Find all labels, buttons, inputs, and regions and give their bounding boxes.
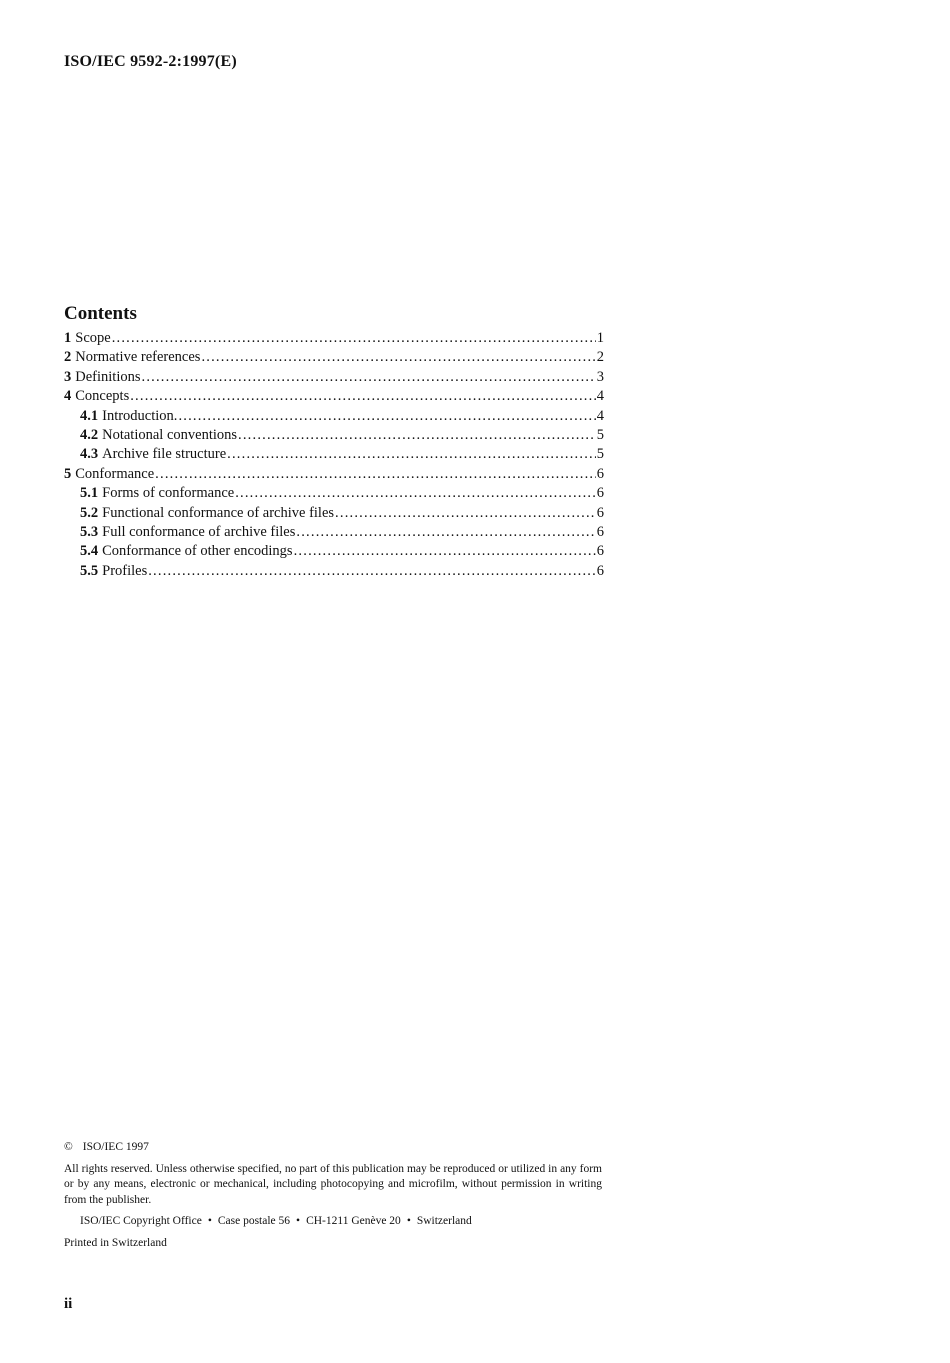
toc-entry-notational-conventions[interactable] xyxy=(64,426,604,445)
toc-entry-number: 4.1 xyxy=(80,407,99,424)
copyright-holder: ISO/IEC 1997 xyxy=(82,1141,149,1153)
toc-dot-leader xyxy=(335,504,596,523)
toc-entry-scope[interactable] xyxy=(64,329,604,348)
toc-entry-page: 6 xyxy=(596,485,604,502)
copyright-notice xyxy=(64,1140,602,1251)
table-of-contents xyxy=(64,302,604,581)
toc-entry-page: 6 xyxy=(596,504,604,521)
toc-entry-forms-of-conformance[interactable] xyxy=(64,484,604,503)
toc-entry-number: 3 xyxy=(64,368,72,385)
toc-entry-label: Archive file structure xyxy=(102,446,227,463)
toc-entry-full-conformance[interactable] xyxy=(64,523,604,542)
toc-entry-label: Full conformance of archive files xyxy=(102,523,296,540)
toc-entry-label: Definitions xyxy=(75,368,141,385)
toc-entry-other-encodings[interactable] xyxy=(64,542,604,561)
toc-entry-number: 4 xyxy=(64,388,72,405)
toc-entry-archive-file-structure[interactable] xyxy=(64,445,604,464)
toc-entry-label: Forms of conformance xyxy=(102,485,235,502)
printed-in: Printed in Switzerland xyxy=(64,1236,167,1249)
toc-dot-leader xyxy=(148,562,596,581)
toc-entry-page: 1 xyxy=(596,330,604,346)
document-identifier: ISO/IEC 9592-2:1997(E) xyxy=(64,53,237,70)
toc-entry-definitions[interactable] xyxy=(64,368,604,387)
toc-entry-page: 6 xyxy=(596,562,604,579)
toc-entry-normative-references[interactable] xyxy=(64,348,604,367)
toc-entry-number: 4.3 xyxy=(80,446,99,463)
rights-statement: All rights reserved. Unless otherwise specified, no part of this publication may be reproduced or utilized in any form or by any means, electronic or mechanical, including photocopying and microfilm, without permission in writing from the publisher. xyxy=(64,1162,602,1206)
toc-entry-functional-conformance[interactable] xyxy=(64,504,604,523)
toc-dot-leader xyxy=(178,407,595,426)
copyright-icon: © xyxy=(64,1141,73,1153)
toc-entry-number: 5.4 xyxy=(80,543,99,560)
bullet-separator: • xyxy=(207,1215,212,1227)
toc-dot-leader xyxy=(130,387,596,406)
toc-dot-leader xyxy=(227,445,596,464)
toc-dot-leader xyxy=(235,484,596,503)
toc-entry-number: 5.5 xyxy=(80,562,99,579)
toc-entry-page: 5 xyxy=(596,426,604,443)
toc-entry-number: 5 xyxy=(64,465,72,482)
toc-entry-number: 5.2 xyxy=(80,504,99,521)
toc-dot-leader xyxy=(155,465,596,484)
toc-dot-leader xyxy=(201,348,595,367)
toc-entry-label: Scope xyxy=(75,330,111,346)
toc-entry-page: 4 xyxy=(596,388,604,405)
toc-entry-label: Concepts xyxy=(75,388,130,405)
toc-dot-leader xyxy=(296,523,595,542)
copyright-office-address xyxy=(80,1214,602,1230)
toc-entry-page: 6 xyxy=(596,523,604,540)
toc-entry-page: 2 xyxy=(596,349,604,366)
toc-entry-label: Notational conventions xyxy=(102,426,238,443)
toc-dot-leader xyxy=(294,542,596,561)
toc-entry-number: 5.3 xyxy=(80,523,99,540)
toc-entry-label: Profiles xyxy=(102,562,148,579)
toc-entry-label: Normative references xyxy=(75,349,201,366)
toc-entry-introduction[interactable] xyxy=(64,407,604,426)
page-number: ii xyxy=(64,1296,73,1312)
toc-entry-profiles[interactable] xyxy=(64,562,604,581)
toc-dot-leader xyxy=(112,329,596,348)
office-postal-box: Case postale 56 xyxy=(217,1215,291,1227)
office-city: CH-1211 Genève 20 xyxy=(306,1215,401,1227)
bullet-separator: • xyxy=(296,1215,301,1227)
office-name: ISO/IEC Copyright Office xyxy=(80,1215,202,1227)
toc-entry-number: 4.2 xyxy=(80,426,99,443)
toc-entry-page: 4 xyxy=(596,407,604,424)
toc-entry-number: 1 xyxy=(64,330,72,346)
toc-title: Contents xyxy=(64,303,137,324)
toc-dot-leader xyxy=(142,368,596,387)
toc-entry-label: Conformance of other encodings xyxy=(102,543,293,560)
toc-entry-label: Functional conformance of archive files xyxy=(102,504,335,521)
toc-entry-label: Conformance xyxy=(75,465,155,482)
toc-entry-page: 6 xyxy=(596,465,604,482)
toc-dot-leader xyxy=(238,426,596,445)
toc-entry-page: 5 xyxy=(596,446,604,463)
bullet-separator: • xyxy=(406,1215,411,1227)
copyright-line xyxy=(64,1140,602,1156)
toc-entry-concepts[interactable] xyxy=(64,387,604,406)
toc-entry-number: 2 xyxy=(64,349,72,366)
toc-entry-number: 5.1 xyxy=(80,485,99,502)
toc-entry-page: 6 xyxy=(596,543,604,560)
office-country: Switzerland xyxy=(416,1215,472,1227)
toc-entry-conformance[interactable] xyxy=(64,465,604,484)
toc-entry-label: Introduction. xyxy=(102,407,178,424)
toc-entry-page: 3 xyxy=(596,368,604,385)
